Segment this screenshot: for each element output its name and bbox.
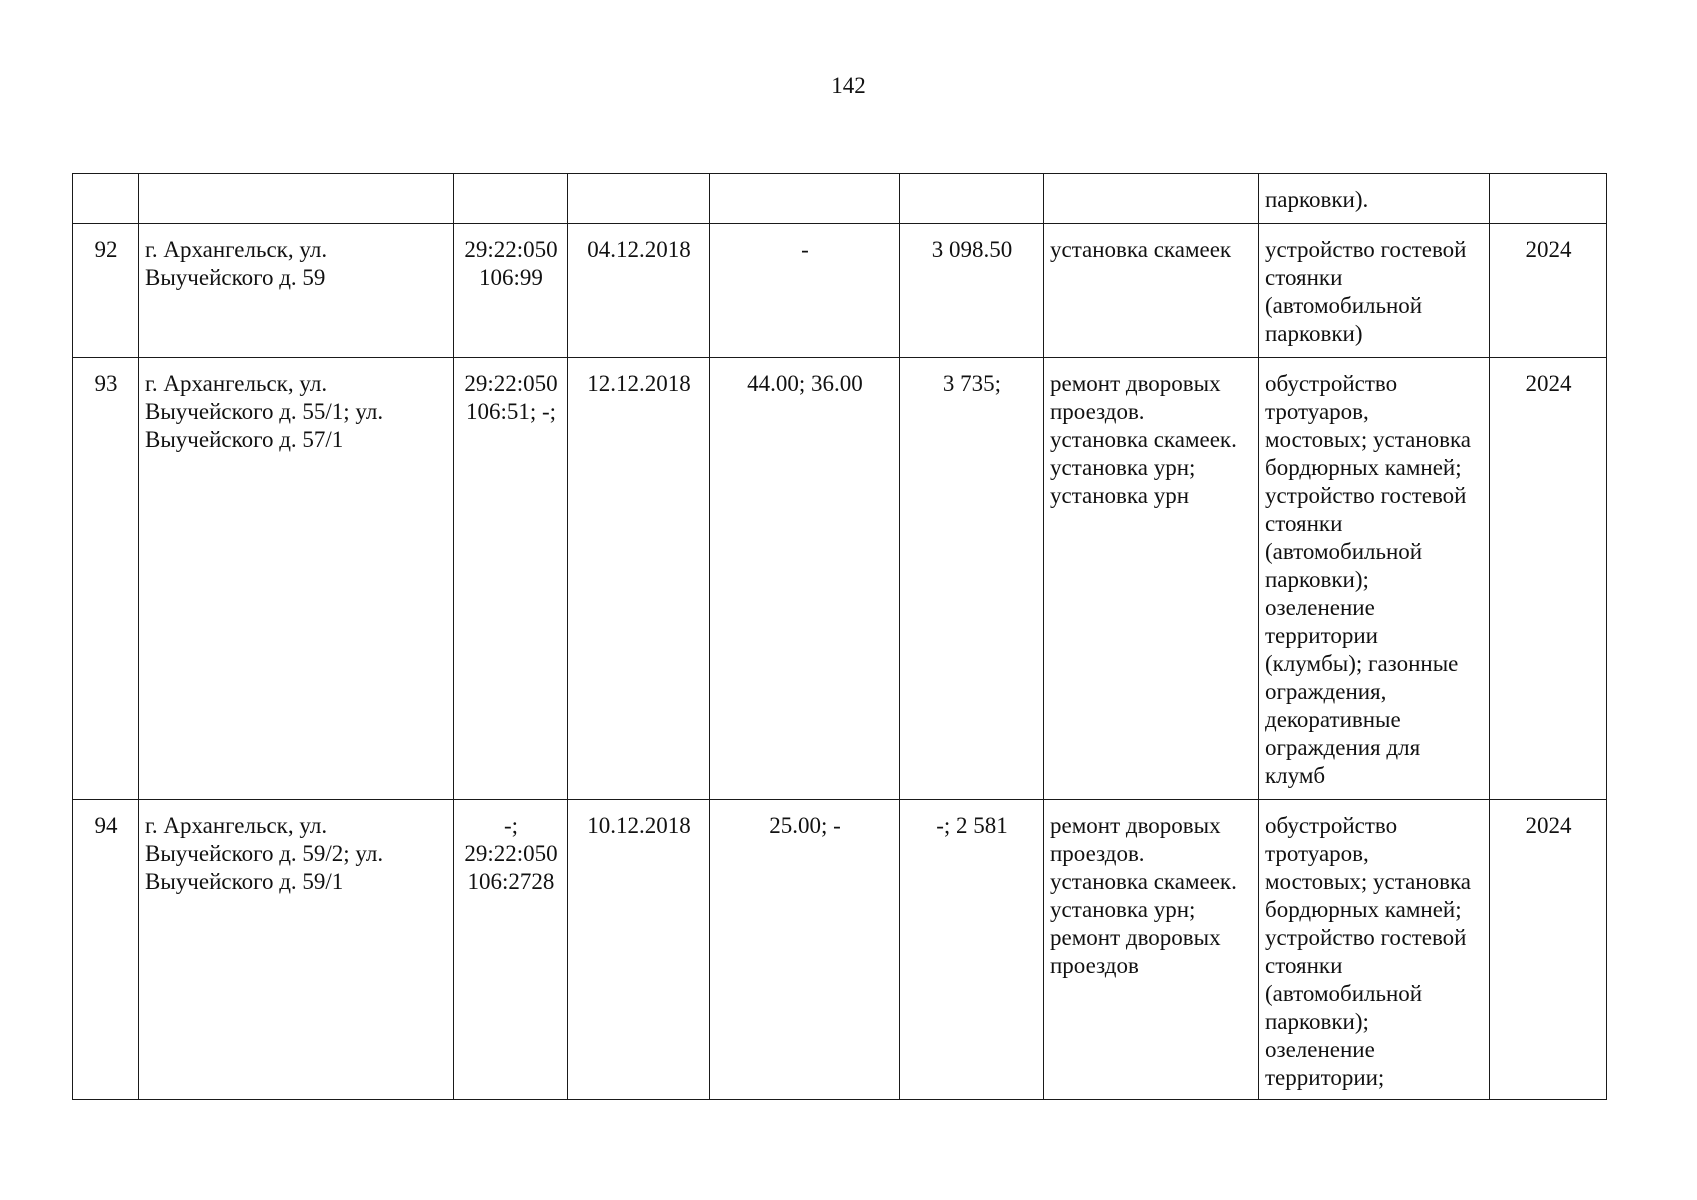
cell-works-done: установка скамеек [1044, 224, 1259, 358]
cell-cadastral-number: 29:22:050 106:99 [454, 224, 568, 358]
cell-cadastral-number: -; 29:22:050 106:2728 [454, 800, 568, 1100]
cell-address: г. Архангельск, ул. Выучейского д. 59 [139, 224, 454, 358]
cell-works-done: ремонт дворовых проездов. установка скамеек. установка урн; ремонт дворовых проездов [1044, 800, 1259, 1100]
cell-date [568, 174, 710, 224]
cell-year: 2024 [1490, 358, 1607, 800]
cell-number [73, 174, 139, 224]
cell-address: г. Архангельск, ул. Выучейского д. 55/1; ул. Выучейского д. 57/1 [139, 358, 454, 800]
table-row [73, 224, 1607, 358]
cell-works-planned: парковки). [1259, 174, 1490, 224]
table-row [73, 174, 1607, 224]
cell-date: 12.12.2018 [568, 358, 710, 800]
cell-area: - [710, 224, 900, 358]
cell-address: г. Архангельск, ул. Выучейского д. 59/2; ул. Выучейского д. 59/1 [139, 800, 454, 1100]
cell-works-planned: обустройство тротуаров, мостовых; установка бордюрных камней; устройство гостевой стоянки (автомобильной парковки); озеленение территории; [1259, 800, 1490, 1100]
cell-value [900, 174, 1044, 224]
cell-value: 3 735; [900, 358, 1044, 800]
cell-works-done: ремонт дворовых проездов. установка скамеек. установка урн; установка урн [1044, 358, 1259, 800]
cell-cadastral-number [454, 174, 568, 224]
cell-cadastral-number: 29:22:050 106:51; -; [454, 358, 568, 800]
cell-address [139, 174, 454, 224]
table-row [73, 358, 1607, 800]
cell-number: 92 [73, 224, 139, 358]
cell-area [710, 174, 900, 224]
cell-date: 04.12.2018 [568, 224, 710, 358]
page-number: 142 [831, 73, 866, 98]
cell-number: 94 [73, 800, 139, 1100]
cell-year: 2024 [1490, 224, 1607, 358]
cell-value: 3 098.50 [900, 224, 1044, 358]
cell-area: 44.00; 36.00 [710, 358, 900, 800]
cell-area: 25.00; - [710, 800, 900, 1100]
cell-date: 10.12.2018 [568, 800, 710, 1100]
table-row [73, 800, 1607, 1100]
data-table [72, 173, 1607, 1100]
cell-works-planned: устройство гостевой стоянки (автомобильной парковки) [1259, 224, 1490, 358]
cell-number: 93 [73, 358, 139, 800]
cell-works-planned: обустройство тротуаров, мостовых; установка бордюрных камней; устройство гостевой стоянки (автомобильной парковки); озеленение территории (клумбы); газонные ограждения, декоративные ограждения для клумб [1259, 358, 1490, 800]
cell-value: -; 2 581 [900, 800, 1044, 1100]
cell-works-done [1044, 174, 1259, 224]
cell-year: 2024 [1490, 800, 1607, 1100]
cell-year [1490, 174, 1607, 224]
